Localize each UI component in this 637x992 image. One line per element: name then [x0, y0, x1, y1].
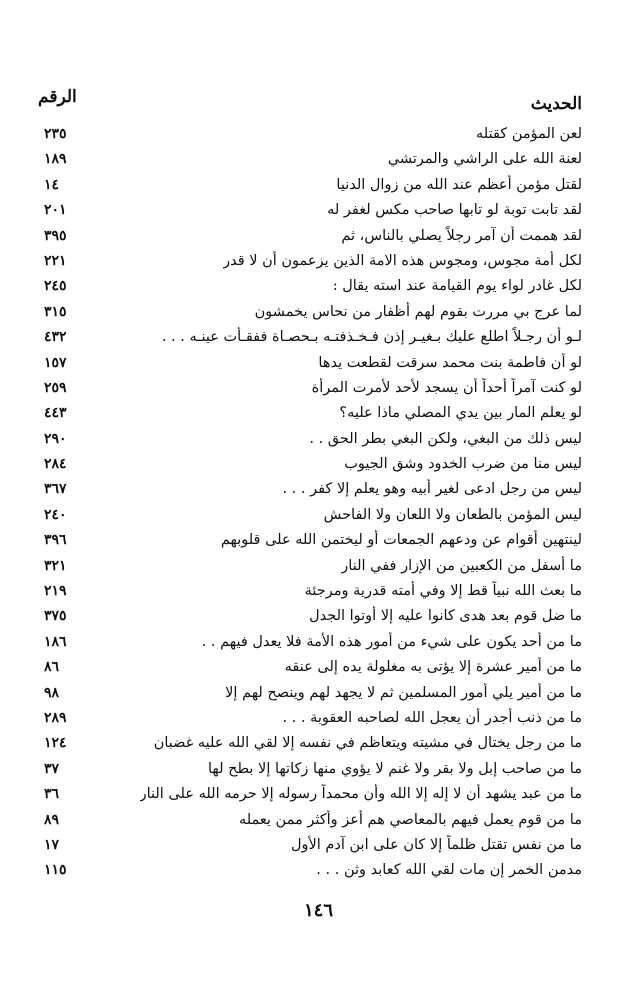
hadith-text: ما ضل قوم بعد هدى كانوا عليه إلا أوتوا الجدل — [309, 608, 582, 625]
hadith-text: مدمن الخمر إن مات لقي الله كعابد وثن . . . — [316, 862, 582, 879]
hadith-number: ٣٦ — [44, 786, 60, 803]
column-header-number: الرقم — [38, 87, 77, 107]
hadith-number: ٤٤٣ — [44, 405, 67, 422]
hadith-text: لقد هممت أن آمر رجلاً يصلي بالناس، ثم — [341, 227, 582, 244]
hadith-text: ما من صاحب إبل ولا بقر ولا غنم لا يؤوي منها زكاتها إلا بطح لها — [208, 760, 582, 777]
hadith-text: لقد تابت توبة لو تابها صاحب مكس لغفر له — [327, 202, 582, 219]
hadith-number: ٢٨٩ — [44, 709, 67, 726]
hadith-text: ما من نفس تقتل ظلماً إلا كان على ابن آدم الأول — [290, 836, 582, 853]
hadith-text: ما من أمير يلي أمور المسلمين ثم لا يجهد لهم وينصح لهم إلا — [225, 684, 582, 701]
index-row — [0, 146, 637, 171]
index-row — [0, 553, 637, 578]
hadith-text: ليس منا من ضرب الخدود وشق الجيوب — [344, 456, 582, 473]
hadith-text: ما من أحد يكون على شيء من أمور هذه الأمة فلا يعدل فيهم . . — [201, 633, 582, 650]
hadith-number: ٣٦٧ — [44, 481, 67, 498]
index-row — [0, 857, 637, 882]
hadith-text: لقتل مؤمن أعظم عند الله من زوال الدنيا — [336, 176, 582, 193]
index-row — [0, 476, 637, 501]
index-row — [0, 172, 637, 197]
hadith-number: ٣٧٥ — [44, 608, 67, 625]
hadith-number: ١٢٤ — [44, 735, 67, 752]
hadith-number: ٢٢١ — [44, 252, 67, 269]
hadith-index-list — [0, 121, 637, 883]
column-header-hadith: الحديث — [530, 94, 582, 114]
hadith-text: لكل غادر لواء يوم القيامة عند استه يقال : — [332, 278, 582, 295]
index-row — [0, 426, 637, 451]
hadith-text: لو كنت آمراً أحداً أن يسجد لأحد لأمرت المرأة — [311, 379, 582, 396]
page-number: ١٤٦ — [303, 900, 333, 921]
hadith-number: ٩٨ — [44, 684, 60, 701]
index-row — [0, 451, 637, 476]
hadith-number: ١٥٧ — [44, 354, 67, 371]
index-row — [0, 578, 637, 603]
hadith-number: ٢٨٤ — [44, 456, 67, 473]
hadith-number: ١٧ — [44, 836, 60, 853]
hadith-text: ما من أمير عشرة إلا يؤتى به مغلولة يده إلى عنقه — [284, 659, 582, 676]
hadith-text: ما بعث الله نبياً قط إلا وفي أمته قدرية ومرجئة — [304, 583, 582, 600]
index-row — [0, 502, 637, 527]
hadith-text: ما من قوم يعمل فيهم بالمعاصي هم أعز وأكثر ممن يعمله — [238, 811, 582, 828]
index-row — [0, 807, 637, 832]
index-row — [0, 273, 637, 298]
hadith-number: ٣٧ — [44, 760, 60, 777]
hadith-number: ٢٥٩ — [44, 379, 67, 396]
hadith-text: لو أن فاطمة بنت محمد سرقت لقطعت يدها — [318, 354, 582, 371]
hadith-text: لعن المؤمن كقتله — [476, 126, 582, 142]
hadith-text: لعنة الله على الراشي والمرتشي — [387, 151, 582, 168]
hadith-number: ٢٣٥ — [44, 126, 67, 142]
hadith-number: ٢٠١ — [44, 202, 67, 219]
hadith-text: لـو أن رجـلاً اطلع عليك بـغيـر إذن فـخـذفتـه بـحصـاة ففقـأت عينـه . . . — [161, 329, 582, 346]
index-row — [0, 350, 637, 375]
index-row — [0, 248, 637, 273]
hadith-number: ١٨٦ — [44, 633, 67, 650]
index-row — [0, 400, 637, 425]
hadith-text: ليس المؤمن بالطعان ولا اللعان ولا الفاحش — [323, 506, 582, 523]
index-row — [0, 756, 637, 781]
hadith-number: ٤٣٢ — [44, 329, 67, 346]
index-row — [0, 781, 637, 806]
hadith-number: ٣٢١ — [44, 557, 67, 574]
hadith-text: لو يعلم المار بين يدي المصلي ماذا عليه؟ — [339, 405, 582, 422]
index-row — [0, 654, 637, 679]
hadith-text: ما أسفل من الكعبين من الإزار ففي النار — [341, 557, 582, 574]
hadith-number: ٨٩ — [44, 811, 60, 828]
index-row — [0, 121, 637, 146]
hadith-number: ١٨٩ — [44, 151, 67, 168]
index-row — [0, 603, 637, 628]
index-row — [0, 832, 637, 857]
index-row — [0, 375, 637, 400]
index-row — [0, 680, 637, 705]
hadith-number: ٢٤٠ — [44, 506, 67, 523]
hadith-text: ما من رجل يختال في مشيته ويتعاظم في نفسه إلا لقي الله عليه غضبان — [153, 735, 582, 752]
hadith-number: ١١٥ — [44, 862, 67, 879]
hadith-number: ١٤ — [44, 176, 60, 193]
hadith-text: لما عرج بي مررت بقوم لهم أظفار من نحاس يخمشون — [254, 303, 582, 320]
index-row — [0, 705, 637, 730]
hadith-number: ٣٩٦ — [44, 532, 67, 549]
hadith-text: ما من ذنب أجدر أن يعجل الله لصاحبه العقوبة . . . — [282, 709, 582, 726]
hadith-text: ليس ذلك من البغي، ولكن البغي بطر الحق . . — [309, 430, 582, 447]
hadith-text: لكل أمة مجوس، ومجوس هذه الامة الذين يزعمون أن لا قدر — [223, 252, 582, 269]
index-row — [0, 527, 637, 552]
hadith-number: ٢٩٠ — [44, 430, 67, 447]
hadith-number: ٣١٥ — [44, 303, 67, 320]
index-row — [0, 324, 637, 349]
index-row — [0, 299, 637, 324]
hadith-text: لينتهين أقوام عن ودعهم الجمعات أو ليختمن الله على قلوبهم — [220, 532, 582, 549]
hadith-text: ليس من رجل ادعى لغير أبيه وهو يعلم إلا كفر . . . — [282, 481, 582, 498]
hadith-text: ما من عبد يشهد أن لا إله إلا الله وأن محمداً رسوله إلا حرمه الله على النار — [139, 786, 582, 803]
hadith-number: ٢١٩ — [44, 583, 67, 600]
index-row — [0, 629, 637, 654]
hadith-number: ٢٤٥ — [44, 278, 67, 295]
index-row — [0, 730, 637, 755]
hadith-number: ٨٦ — [44, 659, 60, 676]
index-row — [0, 223, 637, 248]
index-row — [0, 197, 637, 222]
hadith-number: ٣٩٥ — [44, 227, 67, 244]
